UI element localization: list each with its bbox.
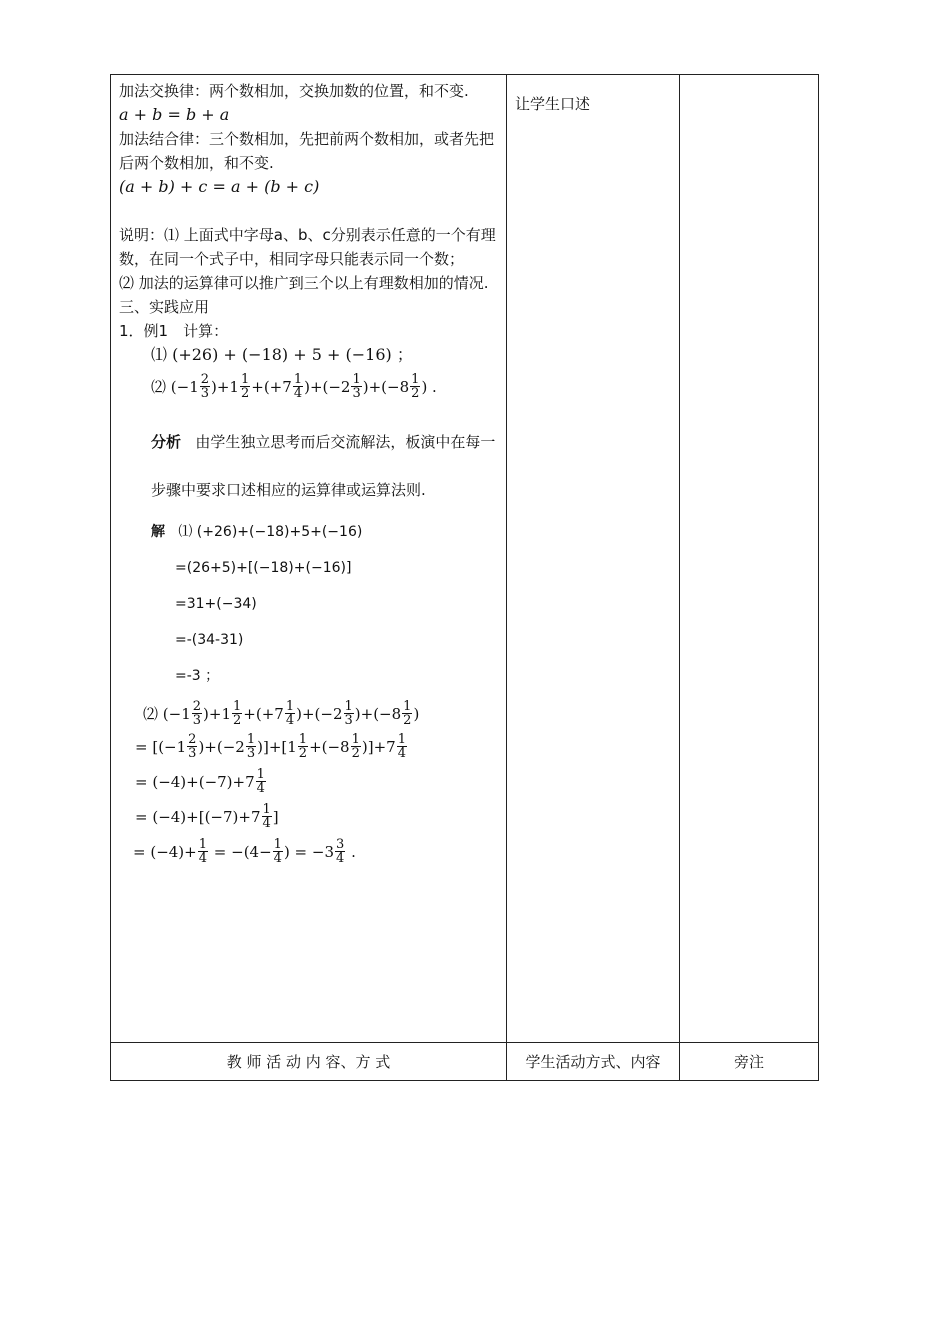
associative-formula: (a + b) + c = a + (b + c): [119, 177, 320, 196]
solution-line-3: =31+(−34): [175, 596, 257, 612]
note-2: ⑵ 加法的运算律可以推广到三个以上有理数相加的情况.: [119, 274, 489, 292]
teacher-content: [119, 79, 501, 865]
notes-cell: [680, 75, 819, 1043]
solution-label: 解: [151, 524, 165, 540]
commutative-law-text: 加法交换律：两个数相加，交换加数的位置，和不变.: [119, 82, 469, 100]
analysis-text: 由学生独立思考而后交流解法，板演中在每一步骤中要求口述相应的运算律或运算法则.: [151, 433, 496, 499]
solution-2-line-5: = (−4)+ $\frac{1}{4}$ = −(4− $\frac{1}{4}$ ) = −3 $\frac{3}{4}$ .: [133, 837, 356, 866]
solution-2-line-4: = (−4)+[(−7)+7 $\frac{1}{4}$ ]: [135, 802, 279, 831]
analysis-label: 分析: [151, 433, 182, 451]
teacher-header: 教 师 活 动 内 容、方 式: [111, 1043, 507, 1081]
solution-line-2: =(26+5)+[(−18)+(−16)]: [175, 560, 352, 576]
example-label: 1．例1 计算：: [119, 322, 229, 340]
problem-1: ⑴ (+26) + (−18) + 5 + (−16) ；: [151, 345, 413, 364]
student-activity-cell: [507, 75, 680, 1043]
solution-line-4: =-(34-31): [175, 632, 244, 648]
associative-law-text: 加法结合律：三个数相加，先把前两个数相加，或者先把后两个数相加，和不变.: [119, 130, 495, 172]
solution-2-line-3: = (−4)+(−7)+7 $\frac{1}{4}$: [135, 767, 265, 796]
solution-line-5: =-3 ；: [175, 668, 220, 684]
problem-2: ⑵ (−1 $\frac{2}{3}$ )+1 $\frac{1}{2}$ +(+7 $\frac{1}{4}$ )+(−2 $\frac{1}{3}$ )+(−8 $\frac{1}{2}$ ) .: [151, 372, 437, 401]
solution-2-line-2: = [(−1 $\frac{2}{3}$ )+(−2 $\frac{1}{3}$ )]+[1 $\frac{1}{2}$ +(−8 $\frac{1}{2}$ )]+7 $\frac{1}{4}$: [135, 732, 406, 761]
notes-header: 旁注: [680, 1043, 819, 1081]
note-1: 说明：⑴ 上面式中字母a、b、c分别表示任意的一个有理数，在同一个式子中，相同字母只能表示同一个数；: [119, 226, 496, 268]
solution-2-line-1: ⑵ (−1 $\frac{2}{3}$ )+1 $\frac{1}{2}$ +(+7 $\frac{1}{4}$ )+(−2 $\frac{1}{3}$ )+(−8 $\frac{1}{2}$ ): [143, 699, 420, 728]
teacher-activity-cell: [111, 75, 507, 1043]
lesson-plan-table: [110, 74, 819, 1081]
commutative-formula: a + b = b + a: [119, 105, 230, 124]
solution-line-1: 解 ⑴ (+26)+(−18)+5+(−16): [151, 524, 363, 540]
student-header: 学生活动方式、内容: [507, 1043, 680, 1081]
analysis-block: [119, 418, 501, 514]
section-title: 三、实践应用: [119, 298, 210, 316]
student-activity-text: 让学生口述: [515, 95, 591, 113]
